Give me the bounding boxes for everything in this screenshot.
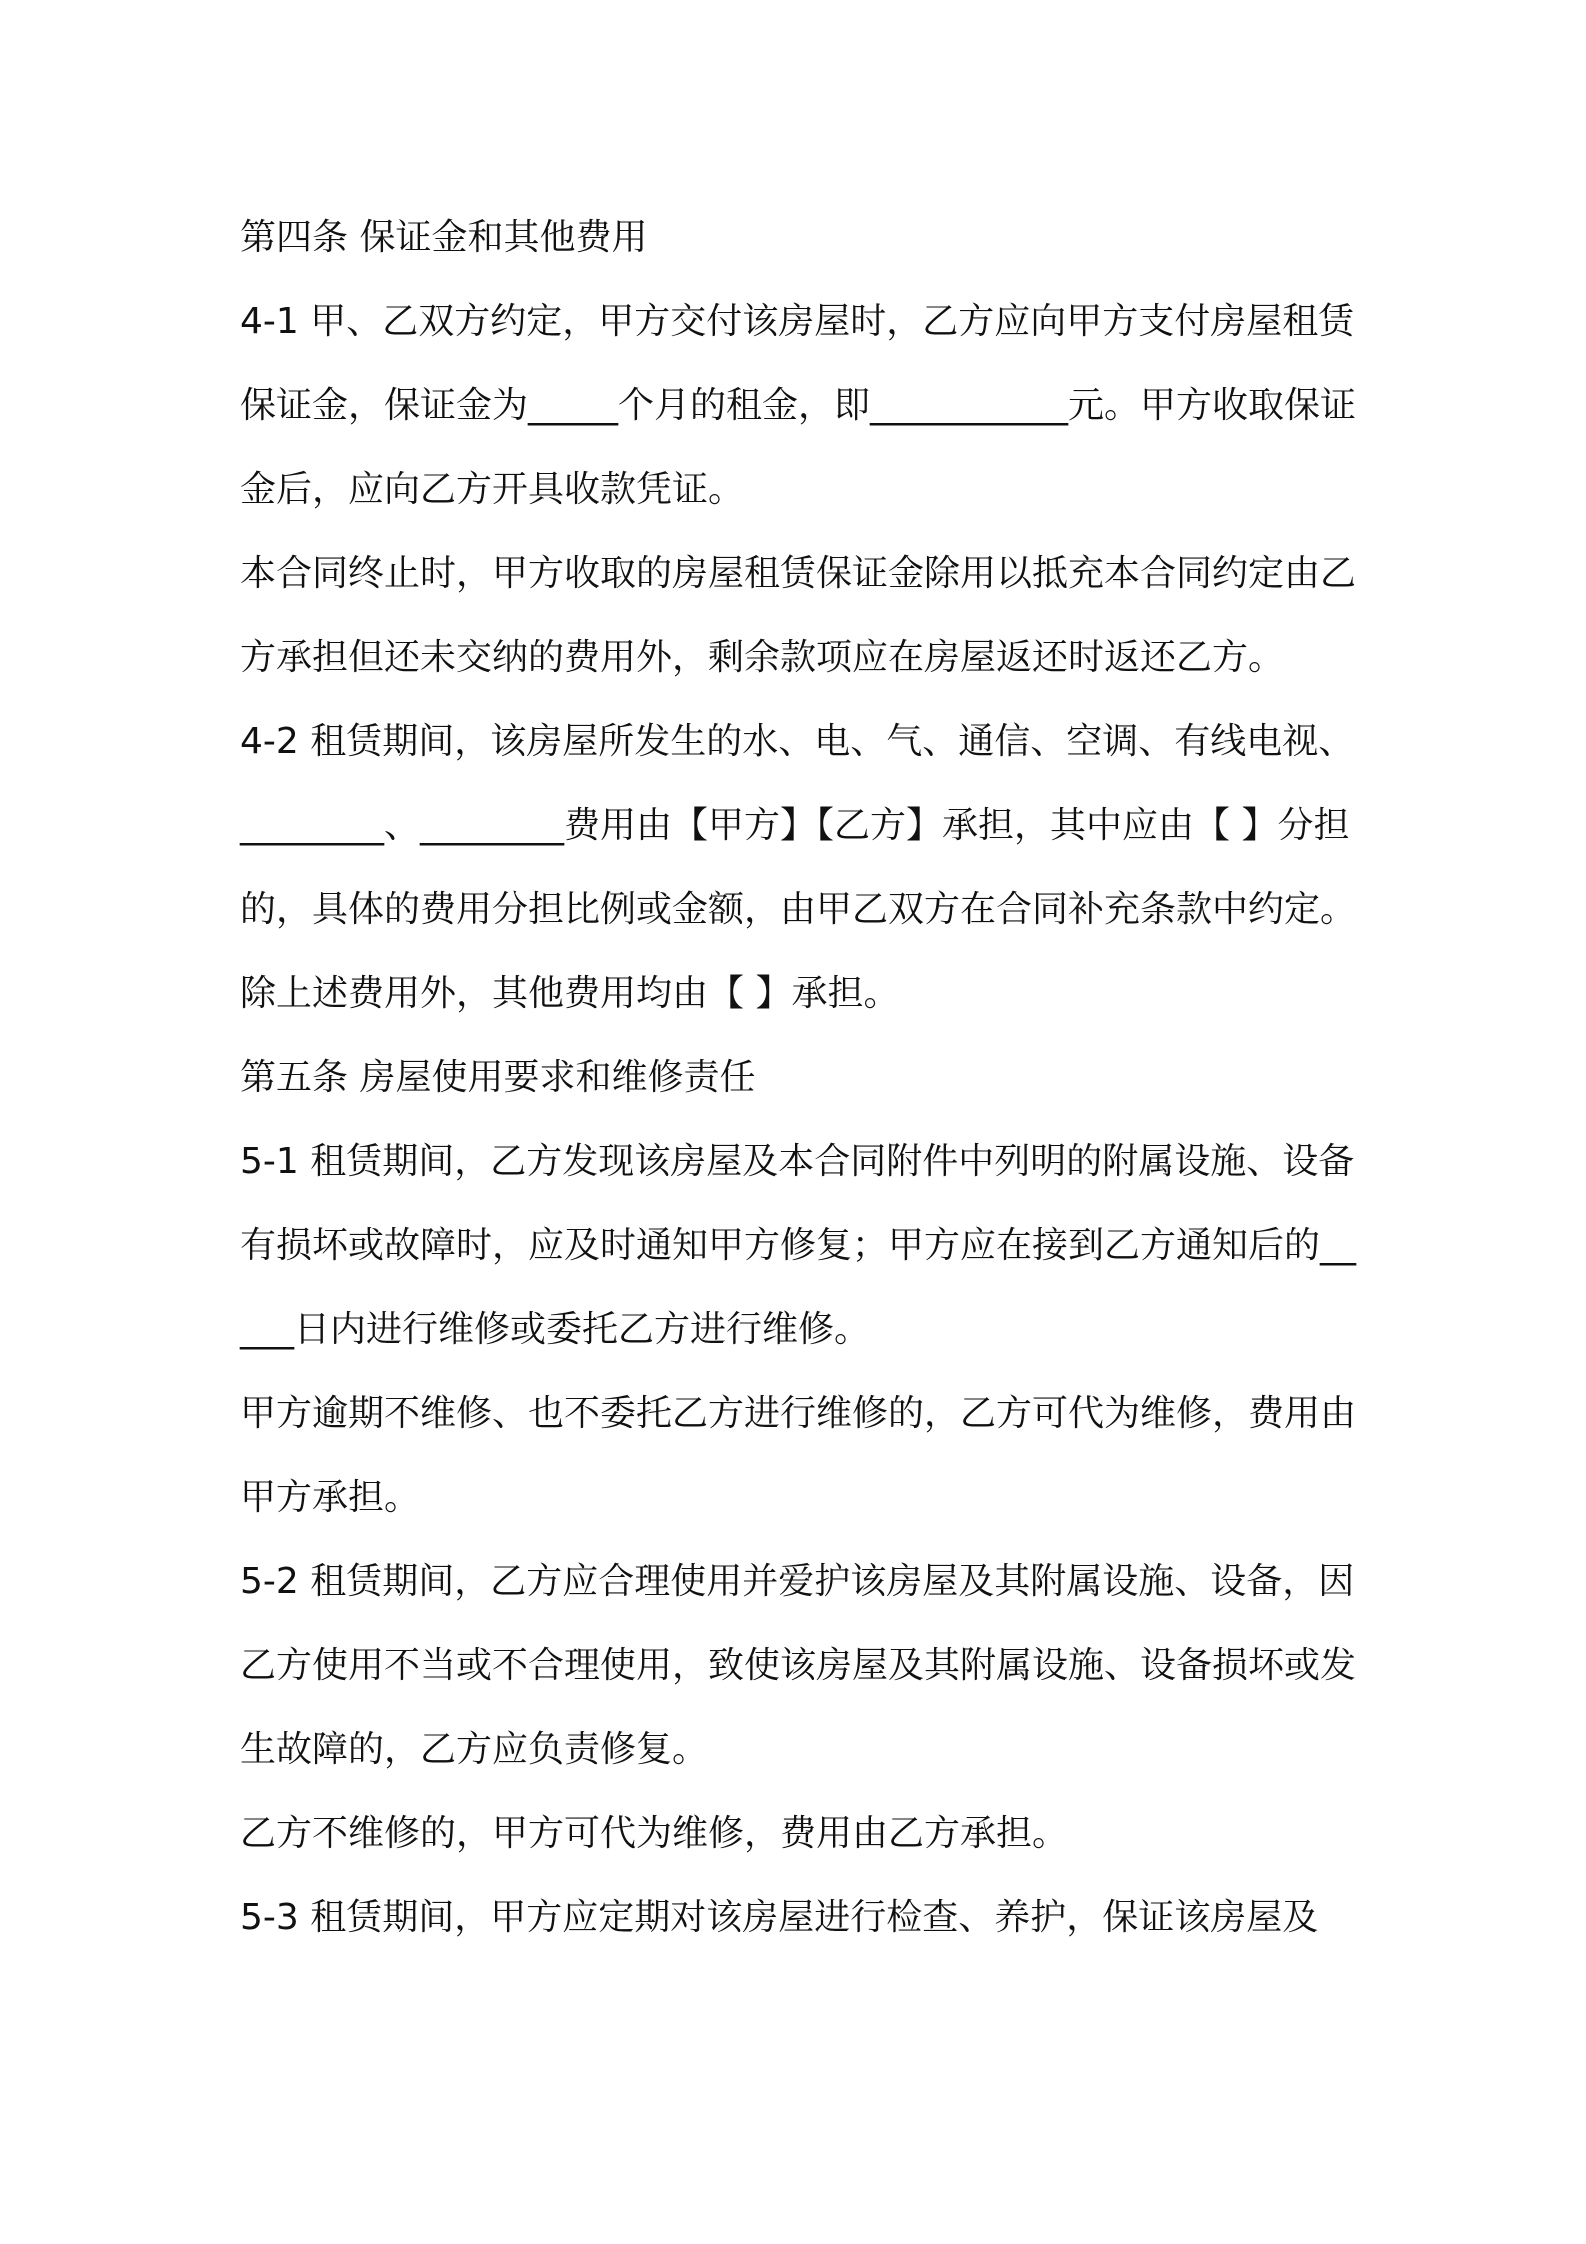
clause-5-1: 5-1 租赁期间，乙方发现该房屋及本合同附件中列明的附属设施、设备有损坏或故障时，应及时通知甲方修复；甲方应在接到乙方通知后的_____日内进行维修或委托乙方进行维修。 — [240, 1141, 1357, 1350]
clause-4-2: 4-2 租赁期间，该房屋所发生的水、电、气、通信、空调、有线电视、________、________费用由【甲方】【乙方】承担，其中应由【 】分担的，具体的费用分担比例或金额，由甲乙双方在合同补充条款中约定。 — [240, 721, 1357, 930]
clause-5-1-overdue: 甲方逾期不维修、也不委托乙方进行维修的，乙方可代为维修，费用由甲方承担。 — [240, 1393, 1357, 1518]
clause-4-2-other-fees: 除上述费用外，其他费用均由【 】承担。 — [240, 973, 900, 1014]
clause-4-1: 4-1 甲、乙双方约定，甲方交付该房屋时，乙方应向甲方支付房屋租赁保证金，保证金为_____个月的租金，即___________元。甲方收取保证金后，应向乙方开具收款凭证。 — [240, 301, 1357, 510]
clause-5-3: 5-3 租赁期间，甲方应定期对该房屋进行检查、养护，保证该房屋及 — [240, 1897, 1319, 1938]
clause-5-2-tenant-no-repair: 乙方不维修的，甲方可代为维修，费用由乙方承担。 — [240, 1813, 1069, 1854]
section-heading-article-4: 第四条 保证金和其他费用 — [240, 217, 648, 258]
section-heading-article-5: 第五条 房屋使用要求和维修责任 — [240, 1057, 756, 1098]
clause-5-2: 5-2 租赁期间，乙方应合理使用并爱护该房屋及其附属设施、设备，因乙方使用不当或不合理使用，致使该房屋及其附属设施、设备损坏或发生故障的，乙方应负责修复。 — [240, 1561, 1357, 1770]
clause-4-1-termination: 本合同终止时，甲方收取的房屋租赁保证金除用以抵充本合同约定由乙方承担但还未交纳的费用外，剩余款项应在房屋返还时返还乙方。 — [240, 553, 1357, 678]
document-page — [240, 196, 1370, 1960]
